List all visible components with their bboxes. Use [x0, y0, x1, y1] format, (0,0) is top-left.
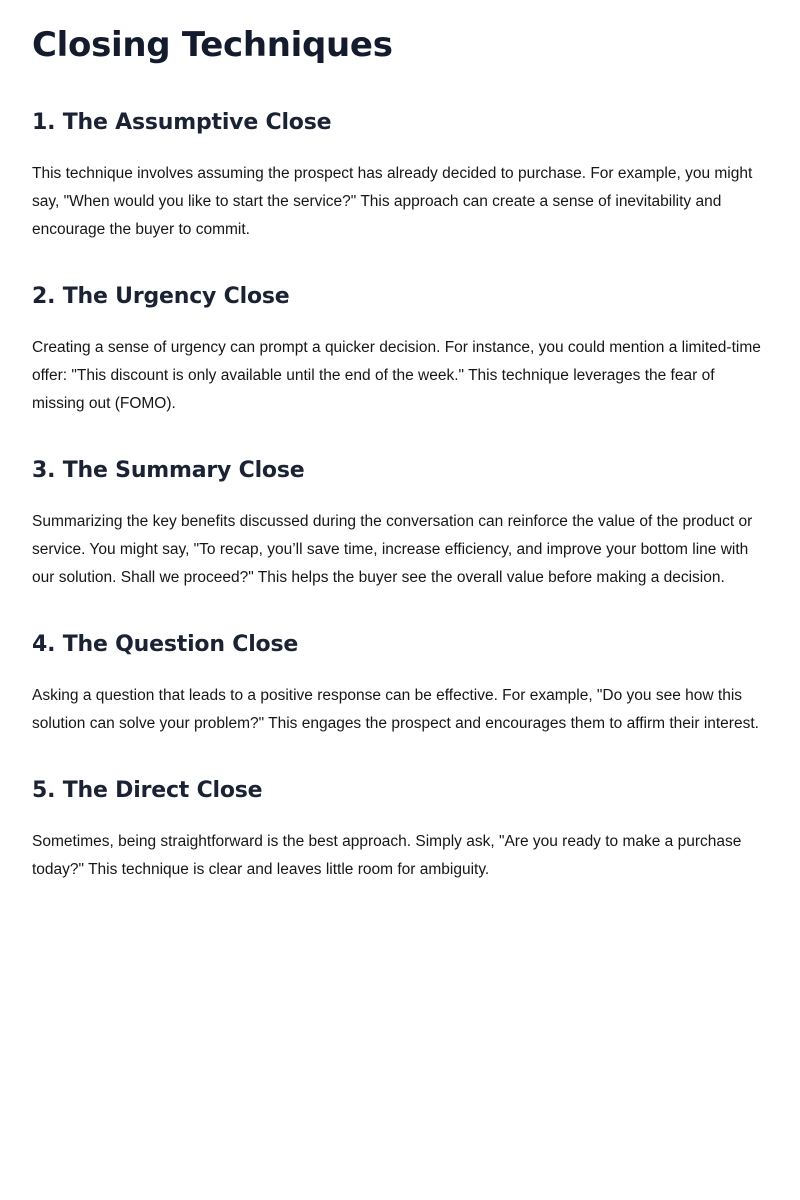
- section-body: Summarizing the key benefits discussed during the conversation can reinforce the value of the product or service. You might say, "To recap, you’ll save time, increase efficiency, and improve your bottom line with our solution. Shall we proceed?" This helps the buyer see the overall value before making a decision.: [32, 513, 753, 586]
- section-heading: 4. The Question Close: [32, 632, 299, 657]
- section-heading: 5. The Direct Close: [32, 778, 263, 803]
- section-direct-close: [32, 776, 768, 884]
- section-body: Creating a sense of urgency can prompt a quicker decision. For instance, you could mention a limited-time offer: "This discount is only available until the end of the week." This technique leverages the fear of missing out (FOMO).: [32, 339, 761, 412]
- section-urgency-close: [32, 282, 768, 418]
- section-body: Asking a question that leads to a positive response can be effective. For example, "Do you see how this solution can solve your problem?" This engages the prospect and encourages them to affirm their interest.: [32, 687, 759, 732]
- section-assumptive-close: [32, 108, 768, 244]
- page-title: Closing Techniques: [32, 25, 393, 65]
- section-heading: 1. The Assumptive Close: [32, 110, 332, 135]
- section-heading: 3. The Summary Close: [32, 458, 305, 483]
- section-summary-close: [32, 456, 768, 592]
- section-heading: 2. The Urgency Close: [32, 284, 290, 309]
- section-body: This technique involves assuming the prospect has already decided to purchase. For example, you might say, "When would you like to start the service?" This approach can create a sense of inevitability and encourage the buyer to commit.: [32, 165, 753, 238]
- section-question-close: [32, 630, 768, 738]
- section-body: Sometimes, being straightforward is the best approach. Simply ask, "Are you ready to make a purchase today?" This technique is clear and leaves little room for ambiguity.: [32, 833, 742, 878]
